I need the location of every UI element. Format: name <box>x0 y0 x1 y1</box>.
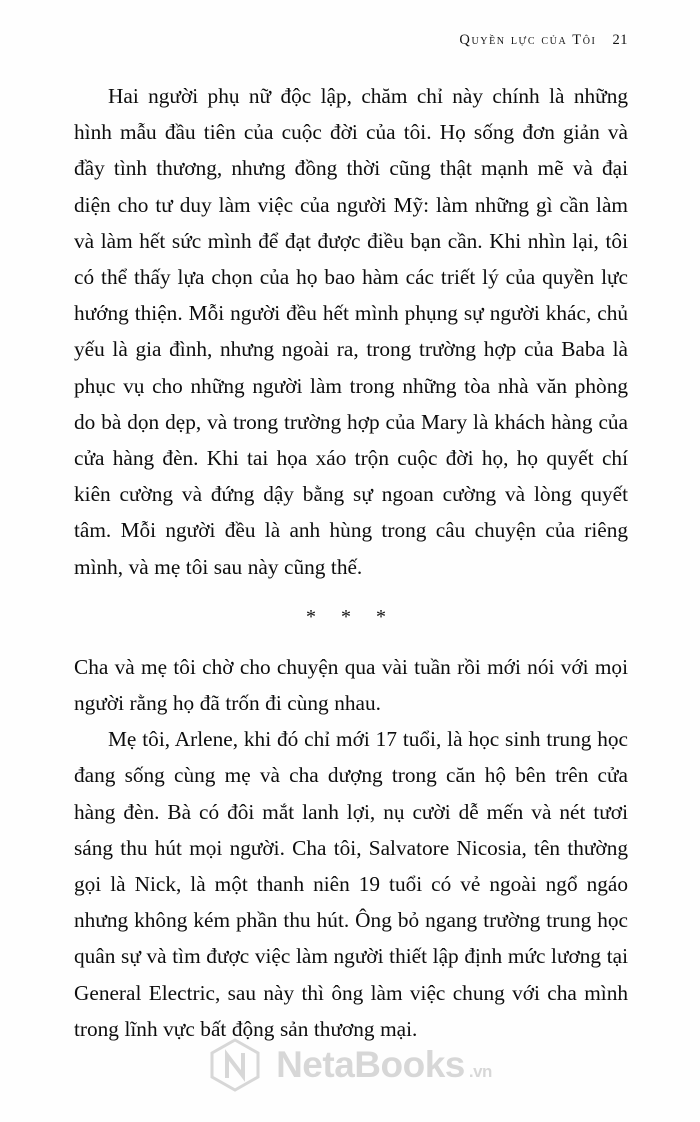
watermark-text <box>276 1044 492 1086</box>
page-number: 21 <box>612 32 628 48</box>
netabooks-logo-icon <box>208 1038 262 1092</box>
paragraph-2: Cha và mẹ tôi chờ cho chuyện qua vài tuần rồi mới nói với mọi người rằng họ đã trốn đi cùng nhau. <box>74 654 628 716</box>
watermark-brand: NetaBooks <box>276 1044 465 1085</box>
paragraph-3: Mẹ tôi, Arlene, khi đó chỉ mới 17 tuổi, là học sinh trung học đang sống cùng mẹ và cha dượng trong căn hộ bên trên cửa hàng đèn. Bà có đôi mắt lanh lợi, nụ cười dễ mến và nét tươi sáng thu hút mọi người. Cha tôi, Salvatore Nicosia, tên thường gọi là Nick, là một thanh niên 19 tuổi có vẻ ngoài ngổ ngáo nhưng không kém phần thu hút. Ông bỏ ngang trường trung học quân sự và tìm được việc làm người thiết lập định mức lương tại General Electric, sau này thì ông làm việc chung với cha mình trong lĩnh vực bất động sản thương mại. <box>74 727 628 1041</box>
watermark <box>0 1030 700 1100</box>
watermark-suffix: .vn <box>468 1062 492 1081</box>
section-divider: * * * <box>306 605 396 628</box>
paragraph-1: Hai người phụ nữ độc lập, chăm chỉ này chính là những hình mẫu đầu tiên của cuộc đời của tôi. Họ sống đơn giản và đầy tình thương, nhưng đồng thời cũng thật mạnh mẽ và đại diện cho tư duy làm việc của người Mỹ: làm những gì cần làm và làm hết sức mình để đạt được điều bạn cần. Khi nhìn lại, tôi có thể thấy lựa chọn của họ bao hàm các triết lý của quyền lực hướng thiện. Mỗi người đều hết mình phụng sự người khác, chủ yếu là gia đình, nhưng ngoài ra, trong trường hợp của Baba là phục vụ cho những người làm trong những tòa nhà văn phòng do bà dọn dẹp, và trong trường hợp của Mary là khách hàng của cửa hàng đèn. Khi tai họa xáo trộn cuộc đời họ, họ quyết chí kiên cường và đứng dậy bằng sự ngoan cường và lòng quyết tâm. Mỗi người đều là anh hùng trong câu chuyện của riêng mình, và mẹ tôi sau này cũng thế. <box>74 84 628 579</box>
running-head-title: Quyền lực của Tôi <box>459 32 597 48</box>
body-text-column <box>74 78 628 1047</box>
running-head <box>459 32 628 49</box>
